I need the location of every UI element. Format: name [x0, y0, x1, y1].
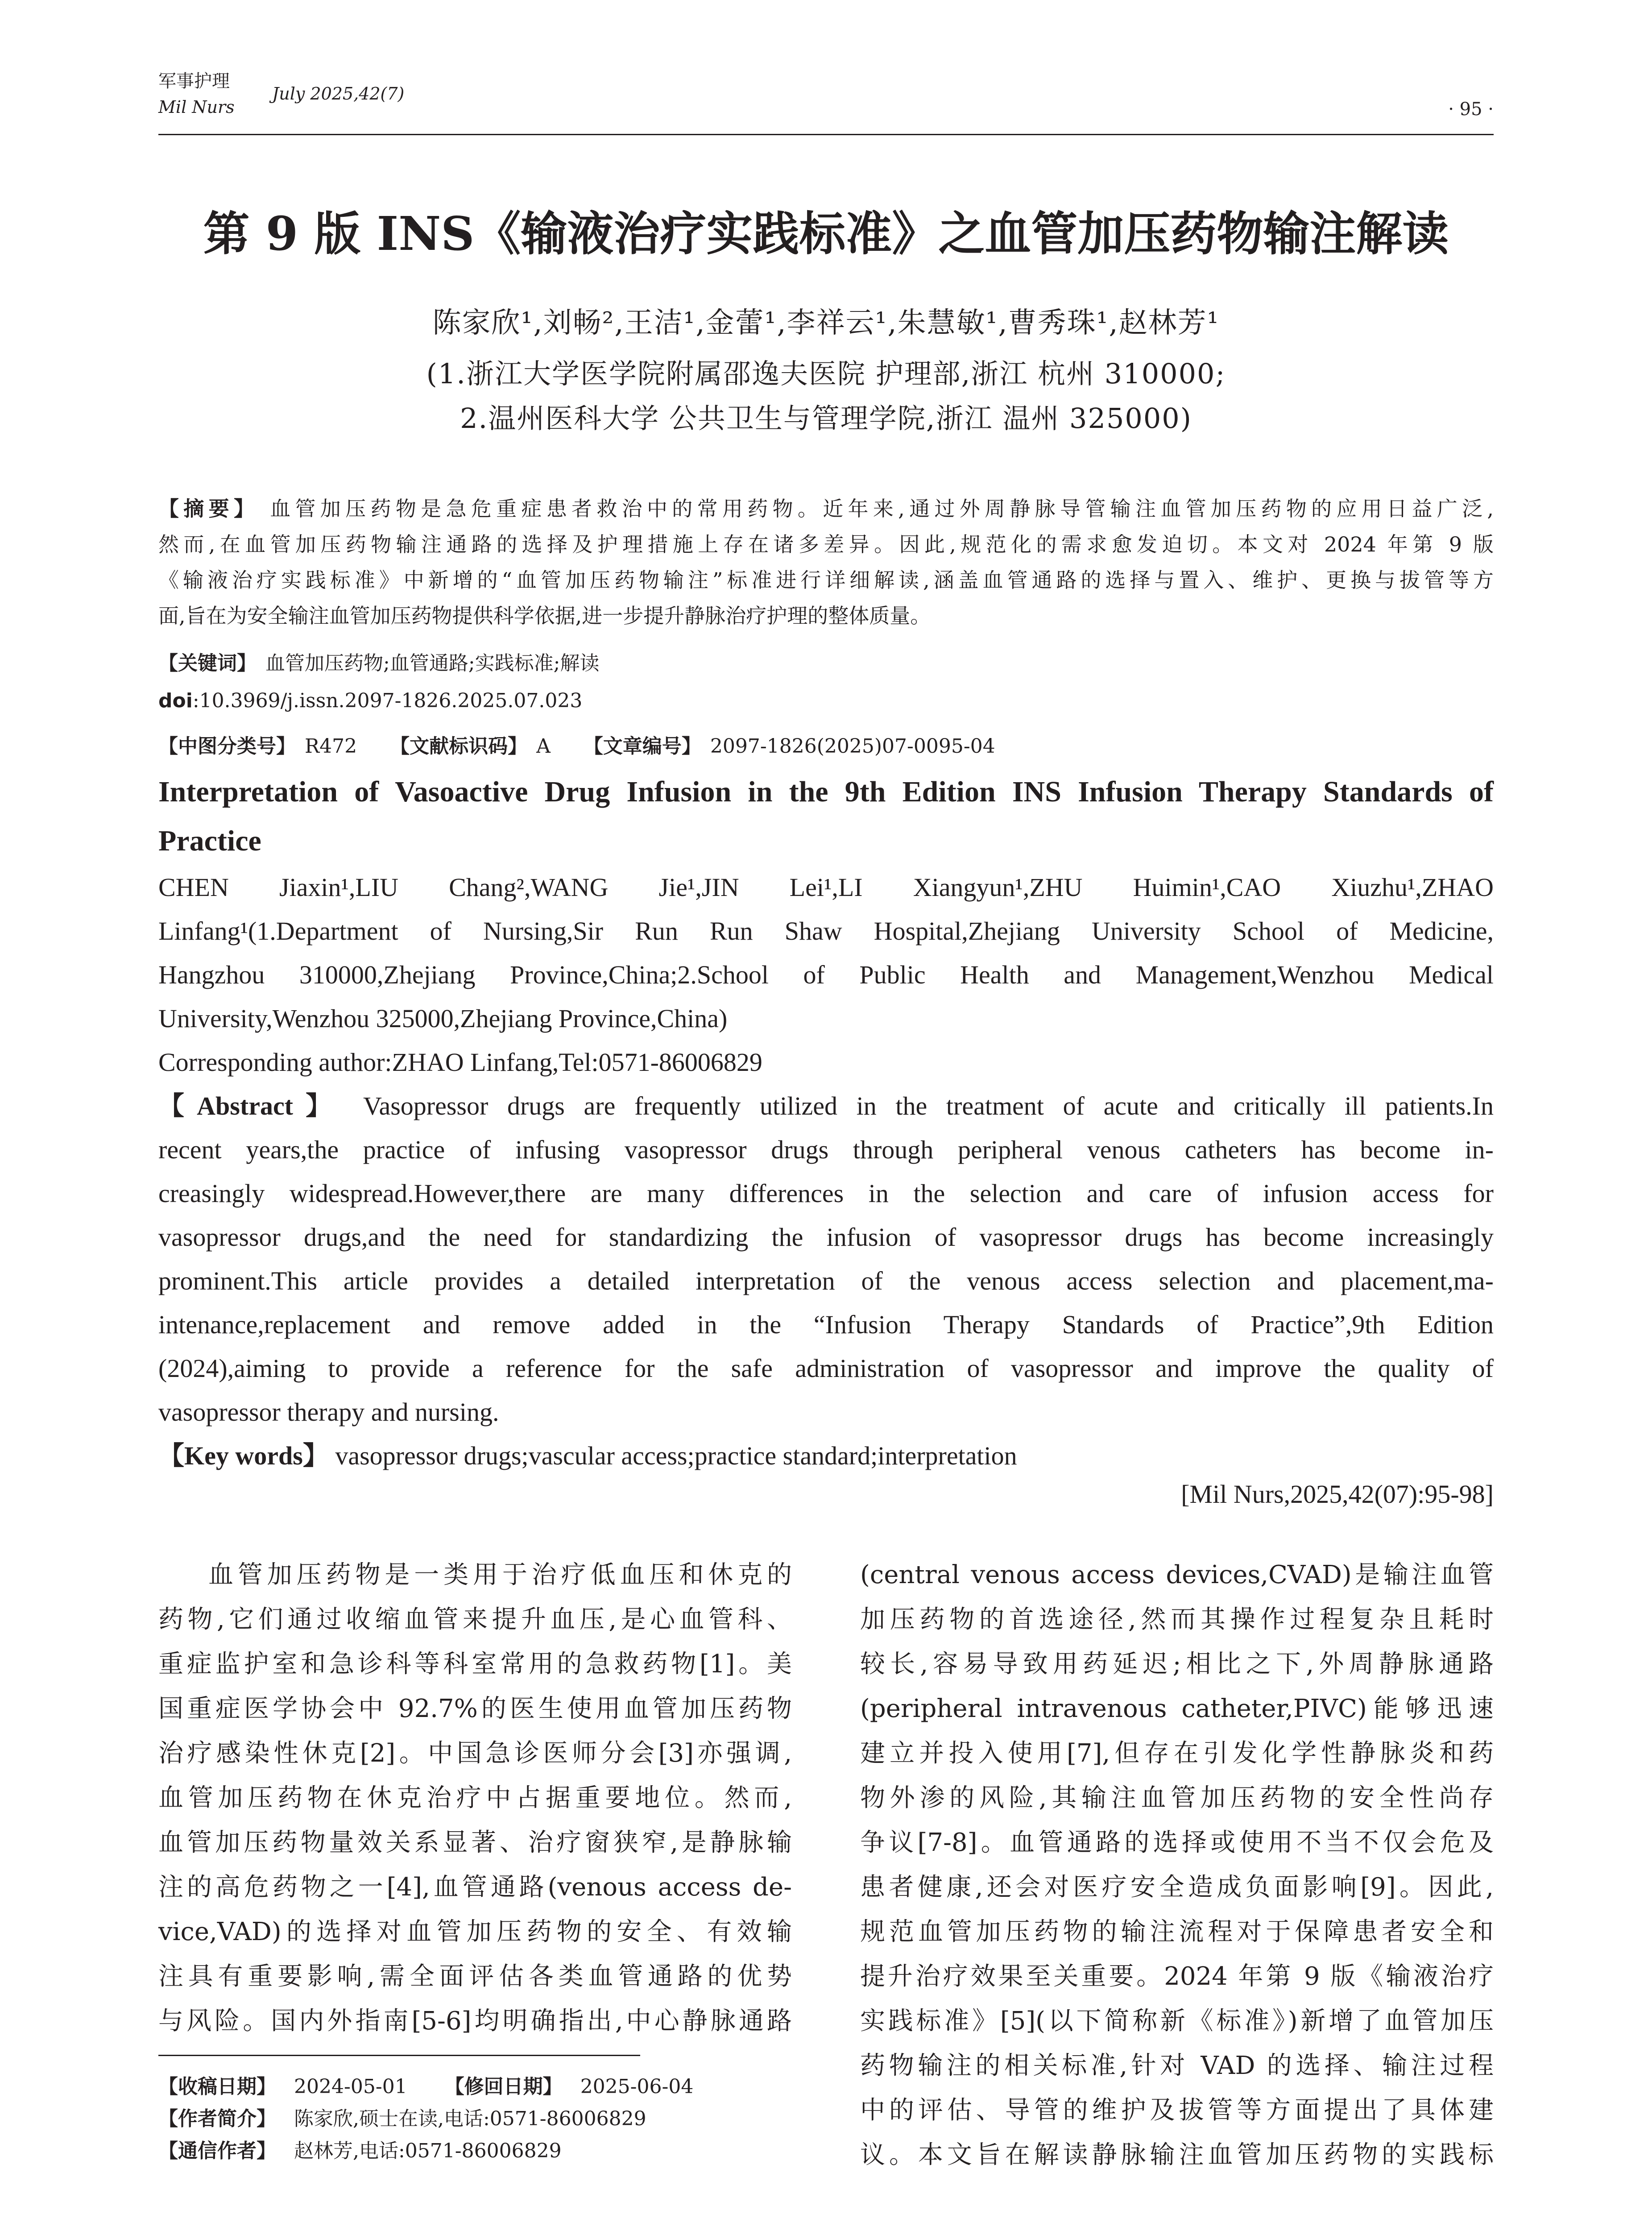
body-left-line: 注具有重要影响,需全面评估各类血管通路的优势	[158, 1962, 792, 1991]
body-left-line: 血管加压药物量效关系显著、治疗窗狭窄,是静脉输	[158, 1828, 792, 1857]
body-column-right	[860, 1553, 1494, 2177]
body-left-line: 血管加压药物是一类用于治疗低血压和休克的	[208, 1560, 792, 1589]
body-left-line: 注的高危药物之一[4],血管通路(venous access de-	[158, 1873, 792, 1902]
keywords-en-label: 【Key words】	[158, 1441, 329, 1470]
clc-label: 【中图分类号】	[158, 735, 296, 758]
body-left-line: 血管加压药物在休克治疗中占据重要地位。然而,	[158, 1783, 792, 1812]
body-right-line: 较长,容易导致用药延迟;相比之下,外周静脉通路	[860, 1650, 1494, 1679]
authors-en-line-4: University,Wenzhou 325000,Zhejiang Province,China)	[158, 1004, 728, 1033]
abstract-cn-line-3: 《输液治疗实践标准》中新增的“血管加压药物输注”标准进行详细解读,涵盖血管通路的选择与置入、维护、更换与拔管等方	[158, 568, 1494, 592]
body-right-line: 提升治疗效果至关重要。2024 年第 9 版《输液治疗	[860, 1962, 1494, 1991]
abstract-en-line-6: intenance,replacement and remove added in the “Infusion Therapy Standards of Practice”,9th Edition	[158, 1310, 1494, 1339]
body-left-line: 重症监护室和急诊科等科室常用的急救药物[1]。美	[158, 1650, 792, 1679]
doi-line	[158, 689, 609, 712]
keywords-cn-text: 血管加压药物;血管通路;实践标准;解读	[265, 652, 600, 675]
body-left-line: vice,VAD)的选择对血管加压药物的安全、有效输	[158, 1917, 792, 1946]
corresponding-label: 【通信作者】	[158, 2140, 276, 2162]
abstract-cn-text: 血管加压药物是急危重症患者救治中的常用药物。近年来,通过外周静脉导管输注血管加压药物的应用日益广泛,	[270, 497, 1494, 521]
corresponding-info: 赵林芳,电话:0571-86006829	[294, 2140, 562, 2162]
abstract-en-label: 【Abstract】	[158, 1091, 344, 1120]
article-title-en	[158, 767, 1494, 866]
author-bio-label: 【作者简介】	[158, 2107, 276, 2130]
affiliation-2: 2.温州医科大学 公共卫生与管理学院,浙江 温州 325000)	[460, 402, 1192, 435]
authors-en	[158, 866, 1494, 1084]
abstract-en-line-3: creasingly widespread.However,there are many differences in the selection and care of infusion access for	[158, 1179, 1494, 1208]
authors-en-line-1: CHEN Jiaxin¹,LIU Chang²,WANG Jie¹,JIN Lei¹,LI Xiangyun¹,ZHU Huimin¹,CAO Xiuzhu¹,ZHAO	[158, 873, 1494, 902]
doc-code-label: 【文献标识码】	[390, 735, 528, 758]
body-right-line: 中的评估、导管的维护及拔管等方面提出了具体建	[860, 2096, 1494, 2125]
footnote-dates	[158, 2070, 693, 2099]
title-en-line-2: Practice	[158, 825, 261, 857]
abstract-en-line-5: prominent.This article provides a detailed interpretation of the venous access selection and placement,ma-	[158, 1266, 1494, 1295]
body-left-line: 国重症医学协会中 92.7%的医生使用血管加压药物	[158, 1694, 792, 1723]
page-number: · 95 ·	[1448, 99, 1494, 120]
article-id-value: 2097-1826(2025)07-0095-04	[710, 735, 995, 758]
body-right-line: 患者健康,还会对医疗安全造成负面影响[9]。因此,	[860, 1873, 1494, 1902]
body-right-line: 规范血管加压药物的输注流程对于保障患者安全和	[860, 1917, 1494, 1946]
journal-name-cn: 军事护理	[158, 71, 230, 91]
abstract-en-line-2: recent years,the practice of infusing vasopressor drugs through peripheral venous catheters has become in-	[158, 1135, 1494, 1164]
abstract-en-text-1: Vasopressor drugs are frequently utilized in the treatment of acute and critically ill patients.In	[363, 1091, 1494, 1120]
issue-info: July 2025,42(7)	[272, 84, 405, 104]
body-right-line: 药物输注的相关标准,针对 VAD 的选择、输注过程	[860, 2051, 1494, 2080]
article-title: 第 9 版 INS《输液治疗实践标准》之血管加压药物输注解读	[203, 206, 1449, 261]
body-right-line: 实践标准》[5](以下简称新《标准》)新增了血管加压	[860, 2007, 1494, 2036]
abstract-cn-label: 【摘要】	[158, 497, 259, 521]
keywords-en-text: vasopressor drugs;vascular access;practice standard;interpretation	[335, 1441, 1017, 1470]
abstract-cn-line-1	[158, 491, 1494, 527]
abstract-en-line-4: vasopressor drugs,and the need for standardizing the infusion of vasopressor drugs has become increasingly	[158, 1223, 1494, 1252]
received-label: 【收稿日期】	[158, 2075, 276, 2098]
body-right-line: 建立并投入使用[7],但存在引发化学性静脉炎和药	[860, 1739, 1494, 1768]
corresponding-author: Corresponding author:ZHAO Linfang,Tel:0571-86006829	[158, 1048, 762, 1077]
body-left-line: 与风险。国内外指南[5-6]均明确指出,中心静脉通路	[158, 2007, 792, 2036]
authors-en-line-3: Hangzhou 310000,Zhejiang Province,China;2.School of Public Health and Management,Wenzhou Medical	[158, 960, 1494, 989]
body-column-left	[158, 1553, 792, 2044]
journal-name-en: Mil Nurs	[158, 97, 235, 117]
title-en-line-1: Interpretation of Vasoactive Drug Infusion in the 9th Edition INS Infusion Therapy Standards of	[158, 775, 1494, 808]
abstract-cn	[158, 491, 1494, 634]
keywords-cn	[158, 647, 626, 676]
abstract-en-line-1	[158, 1084, 1494, 1128]
keywords-en	[158, 1434, 1494, 1478]
footnote-author	[158, 2102, 646, 2131]
revised-label: 【修回日期】	[444, 2075, 563, 2098]
body-right-line: 争议[7-8]。血管通路的选择或使用不当不仅会危及	[860, 1828, 1494, 1857]
body-right-line: (central venous access devices,CVAD)是输注血管	[860, 1560, 1494, 1589]
footnote-rule	[158, 2055, 640, 2056]
received-date: 2024-05-01	[294, 2075, 407, 2098]
body-right-line: 议。本文旨在解读静脉输注血管加压药物的实践标	[860, 2140, 1494, 2169]
body-right-line: (peripheral intravenous catheter,PIVC)能够迅速	[860, 1694, 1494, 1723]
citation: [Mil Nurs,2025,42(07):95-98]	[1181, 1480, 1494, 1509]
header-rule	[158, 134, 1494, 135]
footnote-corresponding	[158, 2135, 562, 2163]
body-left-line: 药物,它们通过收缩血管来提升血压,是心血管科、	[158, 1605, 792, 1634]
classification-line	[158, 730, 1022, 759]
affiliation-1: (1.浙江大学医学院附属邵逸夫医院 护理部,浙江 杭州 310000;	[426, 357, 1226, 390]
article-id-label: 【文章编号】	[583, 735, 701, 758]
author-bio: 陈家欣,硕士在读,电话:0571-86006829	[294, 2107, 646, 2130]
clc-value: R472	[305, 735, 357, 758]
abstract-en	[158, 1084, 1494, 1478]
body-right-line: 物外渗的风险,其输注血管加压药物的安全性尚存	[860, 1783, 1494, 1812]
doi-label: doi	[158, 689, 193, 712]
body-right-line: 加压药物的首选途径,然而其操作过程复杂且耗时	[860, 1605, 1494, 1634]
abstract-cn-line-4: 面,旨在为安全输注血管加压药物提供科学依据,进一步提升静脉治疗护理的整体质量。	[158, 604, 931, 628]
doc-code-value: A	[536, 735, 551, 758]
body-left-line: 治疗感染性休克[2]。中国急诊医师分会[3]亦强调,	[158, 1739, 792, 1768]
authors-en-line-2: Linfang¹(1.Department of Nursing,Sir Run Run Shaw Hospital,Zhejiang University School of Medicine,	[158, 916, 1494, 945]
abstract-cn-line-2: 然而,在血管加压药物输注通路的选择及护理措施上存在诸多差异。因此,规范化的需求愈发迫切。本文对 2024 年第 9 版	[158, 532, 1494, 556]
keywords-cn-label: 【关键词】	[158, 652, 257, 675]
doi-value: :10.3969/j.issn.2097-1826.2025.07.023	[192, 689, 583, 712]
revised-date: 2025-06-04	[580, 2075, 694, 2098]
abstract-en-line-7: (2024),aiming to provide a reference for the safe administration of vasopressor and improve the quality of	[158, 1354, 1494, 1383]
authors-cn: 陈家欣¹,刘畅²,王洁¹,金蕾¹,李祥云¹,朱慧敏¹,曹秀珠¹,赵林芳¹	[432, 307, 1220, 340]
abstract-en-line-8: vasopressor therapy and nursing.	[158, 1397, 499, 1427]
